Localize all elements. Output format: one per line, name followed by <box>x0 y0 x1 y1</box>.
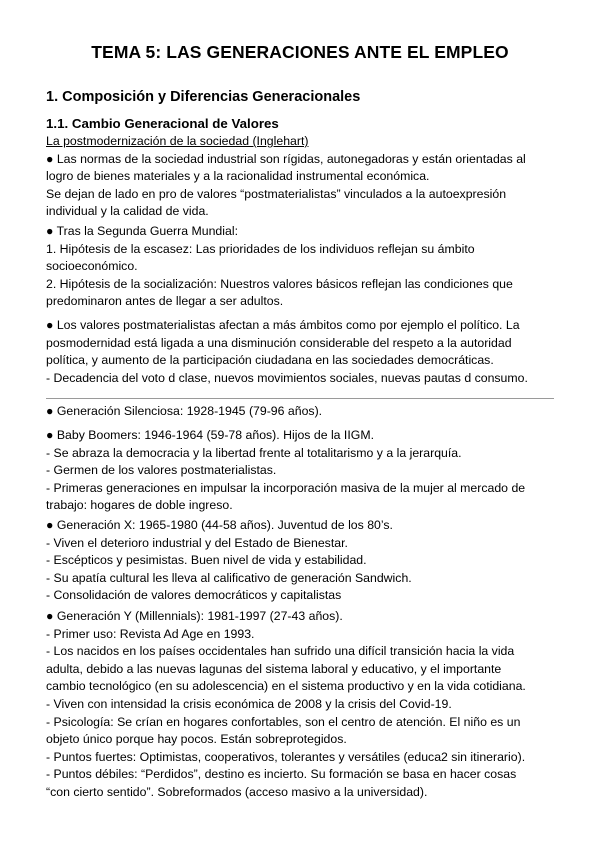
text-line: - Se abraza la democracia y la libertad frente al totalitarismo y a la jerarquía. <box>46 445 462 460</box>
text-line: - Consolidación de valores democráticos y capitalistas <box>46 588 342 603</box>
text-line: - Germen de los valores postmaterialistas. <box>46 463 277 478</box>
text-line: logro de bienes materiales y a la racionalidad instrumental económica. <box>46 169 430 184</box>
text-line: cambio tecnológico (en su adolescencia) en el sistema productivo y en la vida cotidiana. <box>46 679 526 694</box>
paragraph-hipotesis <box>46 223 566 311</box>
paragraph-generacion-silenciosa <box>46 403 566 421</box>
text-line: - Psicología: Se crían en hogares confortables, son el centro de atención. El niño es un <box>46 714 521 729</box>
text-line: - Decadencia del voto d clase, nuevos movimientos sociales, nuevas pautas d consumo. <box>46 370 528 385</box>
text-line: - Su apatía cultural les lleva al calificativo de generación Sandwich. <box>46 570 412 585</box>
text-line: - Los nacidos en los países occidentales han sufrido una difícil transición hacia la vida <box>46 644 515 659</box>
text-line: - Primeras generaciones en impulsar la incorporación masiva de la mujer al mercado de <box>46 480 526 495</box>
paragraph-generacion-y <box>46 608 566 802</box>
horizontal-divider <box>46 398 554 399</box>
paragraph-baby-boomers <box>46 427 566 515</box>
text-line: 2. Hipótesis de la socialización: Nuestros valores básicos reflejan las condiciones que <box>46 276 513 291</box>
text-line: ● Baby Boomers: 1946-1964 (59-78 años). Hijos de la IIGM. <box>46 428 374 442</box>
text-line: política, y aumento de la participación ciudadana en las sociedades democráticas. <box>46 353 494 368</box>
paragraph-valores-postmaterialistas <box>46 317 566 387</box>
text-line: ● Las normas de la sociedad industrial son rígidas, autonegadoras y están orientadas al <box>46 151 526 166</box>
underlined-subheading: La postmodernización de la sociedad (Inglehart) <box>46 134 309 148</box>
paragraph-postmodernizacion <box>46 133 566 221</box>
text-line: predominaron antes de llegar a ser adultos. <box>46 294 284 309</box>
text-line: - Primer uso: Revista Ad Age en 1993. <box>46 626 255 641</box>
section-heading: 1. Composición y Diferencias Generacionales <box>46 89 361 105</box>
text-line: - Viven el deterioro industrial y del Estado de Bienestar. <box>46 535 348 550</box>
text-line: posmodernidad está ligada a una disminución considerable del respeto a la autoridad <box>46 335 512 350</box>
text-line: objeto único porque hay pocos. Están sobreprotegidos. <box>46 732 347 747</box>
text-line: - Puntos fuertes: Optimistas, cooperativos, tolerantes y versátiles (educa2 sin itinerario). <box>46 749 526 764</box>
text-line: socioeconómico. <box>46 259 138 274</box>
text-line: ● Generación X: 1965-1980 (44-58 años). Juventud de los 80’s. <box>46 518 393 532</box>
text-line: Se dejan de lado en pro de valores “postmaterialistas” vinculados a la autoexpresión <box>46 186 507 201</box>
text-line: - Escépticos y pesimistas. Buen nivel de vida y estabilidad. <box>46 553 367 568</box>
text-line: ● Generación Silenciosa: 1928-1945 (79-96 años). <box>46 404 323 418</box>
text-line: adulta, debido a las nuevas lagunas del sistema laboral y educativo, y el importante <box>46 661 502 676</box>
text-line: ● Generación Y (Millennials): 1981-1997 (27-43 años). <box>46 609 343 623</box>
text-line: individual y la calidad de vida. <box>46 204 209 219</box>
paragraph-generacion-x <box>46 517 566 605</box>
document-title: TEMA 5: LAS GENERACIONES ANTE EL EMPLEO <box>91 42 509 62</box>
text-line: ● Tras la Segunda Guerra Mundial: <box>46 224 238 238</box>
text-line: 1. Hipótesis de la escasez: Las prioridades de los individuos reflejan su ámbito <box>46 241 475 256</box>
text-line: - Puntos débiles: “Perdidos”, destino es incierto. Su formación se basa en hacer cosas <box>46 767 517 782</box>
text-line: ● Los valores postmaterialistas afectan a más ámbitos como por ejemplo el político. La <box>46 318 520 332</box>
text-line: - Viven con intensidad la crisis económica de 2008 y la crisis del Covid-19. <box>46 696 452 711</box>
subsection-heading: 1.1. Cambio Generacional de Valores <box>46 116 279 131</box>
text-line: “con cierto sentido”. Sobreformados (acceso masivo a la universidad). <box>46 784 428 799</box>
text-line: trabajo: hogares de doble ingreso. <box>46 498 233 513</box>
